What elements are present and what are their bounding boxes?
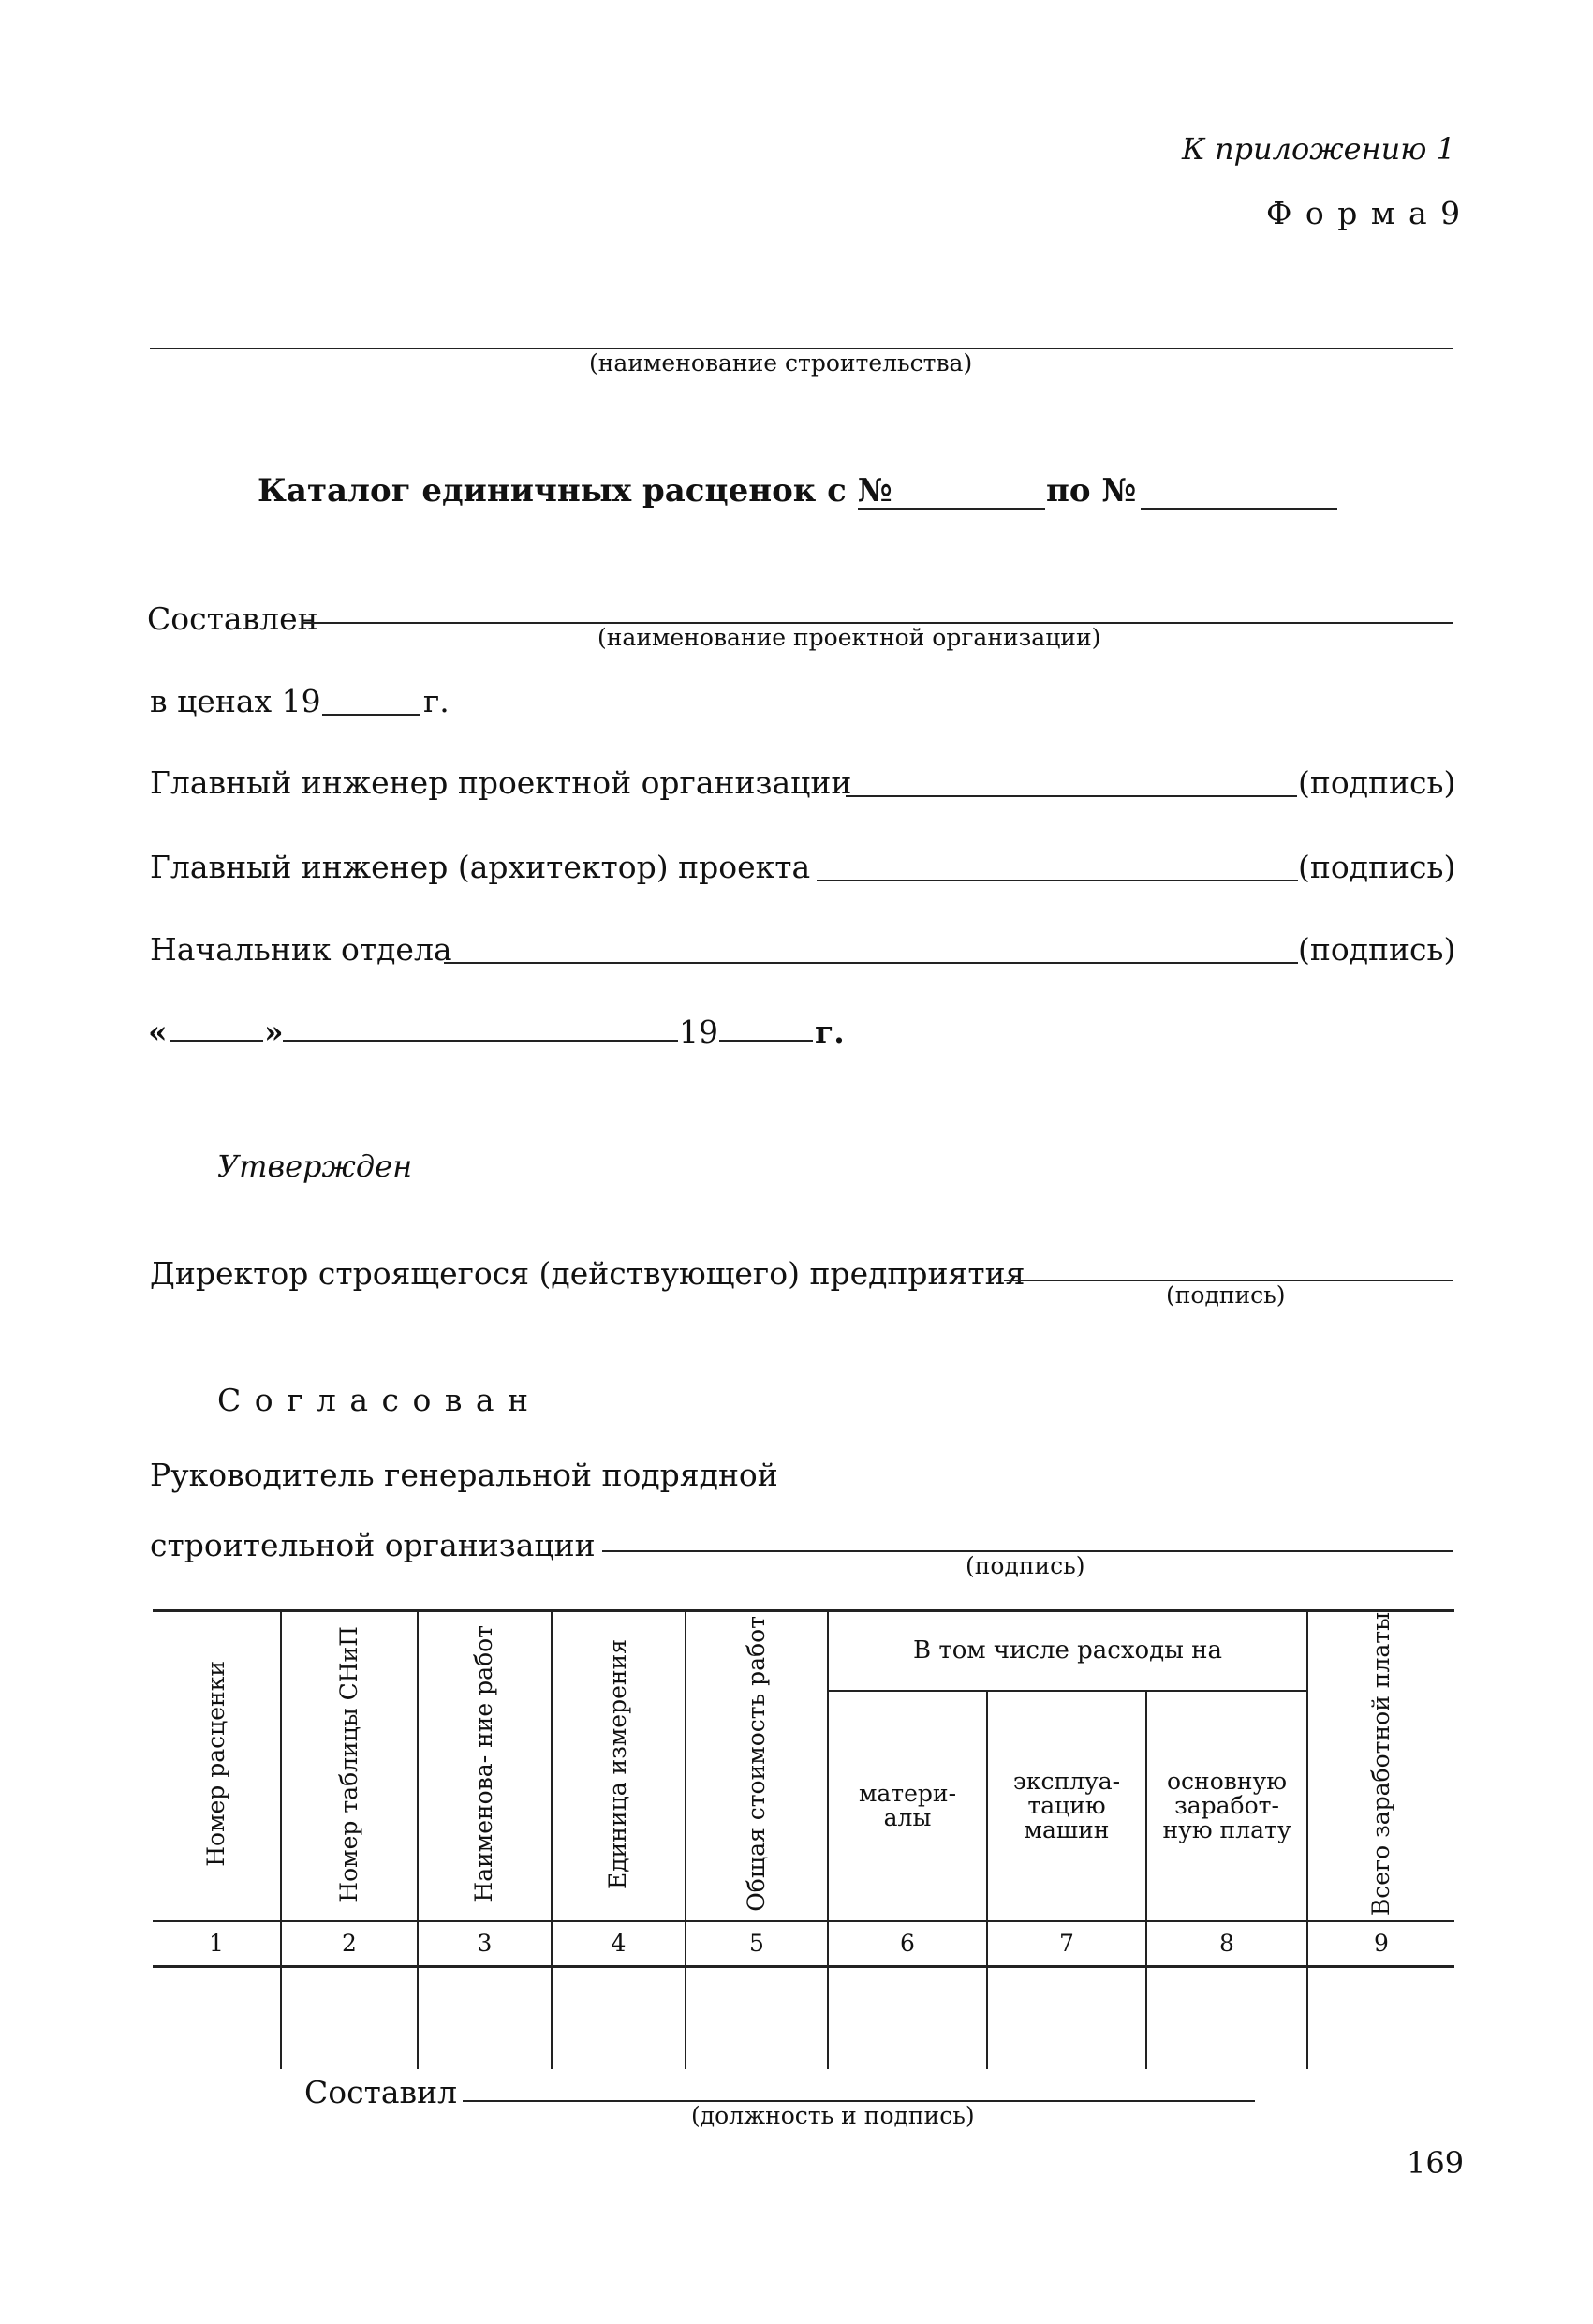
col-header-work-name xyxy=(418,1611,552,1922)
col-number-2: 2 xyxy=(281,1921,418,1967)
col-number-8: 8 xyxy=(1146,1921,1307,1967)
department-head-line xyxy=(444,962,1298,964)
table-cell xyxy=(552,1967,686,2070)
col-group-header: В том числе расходы на xyxy=(828,1611,1307,1691)
table-cell xyxy=(1146,1967,1307,2070)
date-year-prefix: 19 xyxy=(679,1014,718,1050)
director-label: Директор строящегося (действующего) предприятия xyxy=(150,1255,1025,1292)
prices-prefix: в ценах 19 xyxy=(150,683,321,719)
compiled-caption: (наименование проектной организации) xyxy=(597,624,1101,651)
col-header-total-cost-text: Общая стоимость работ xyxy=(742,1616,770,1912)
col-number-9: 9 xyxy=(1307,1921,1454,1967)
col-number-6: 6 xyxy=(828,1921,987,1967)
table-cell xyxy=(828,1967,987,2070)
chief-engineer-project-line xyxy=(817,880,1298,881)
col-header-machines-text: эксплуа- тацию машин xyxy=(1012,1767,1121,1844)
col-header-snip-table-text: Номер таблицы СНиП xyxy=(334,1625,362,1902)
col-number-5: 5 xyxy=(686,1921,828,1967)
director-sign-caption: (подпись) xyxy=(1166,1281,1286,1309)
col-header-wages-text: основную заработ- ную плату xyxy=(1162,1767,1291,1844)
date-close-quote: » xyxy=(264,1014,284,1050)
date-open-quote: « xyxy=(148,1014,168,1050)
col-header-total-wages-text: Всего заработной платы xyxy=(1366,1612,1394,1917)
chief-engineer-org-label: Главный инженер проектной организации xyxy=(150,764,852,801)
col-header-rate-number-text: Номер расценки xyxy=(201,1661,229,1867)
table-row xyxy=(153,1967,1454,2070)
col-number-3: 3 xyxy=(418,1921,552,1967)
prices-table xyxy=(153,1609,1454,2069)
table-cell xyxy=(1307,1967,1454,2070)
department-head-label: Начальник отдела xyxy=(150,931,452,968)
col-header-rate-number xyxy=(153,1611,281,1922)
catalog-title xyxy=(258,472,892,510)
contractor-sign-caption: (подпись) xyxy=(966,1552,1085,1579)
table-cell xyxy=(281,1967,418,2070)
approved-heading: Утвержден xyxy=(217,1148,413,1184)
contractor-label-line1: Руководитель генеральной подрядной xyxy=(150,1457,778,1493)
chief-engineer-project-sign: (подпись) xyxy=(1298,849,1456,885)
date-suffix: г. xyxy=(815,1014,845,1050)
col-header-materials-text: матери- алы xyxy=(858,1779,957,1831)
catalog-title-prefix: Каталог единичных расценок с № xyxy=(258,472,892,510)
department-head-sign: (подпись) xyxy=(1298,931,1456,968)
contractor-label-line2: строительной организации xyxy=(150,1527,596,1563)
col-header-wages xyxy=(1146,1691,1307,1922)
col-header-materials xyxy=(828,1691,987,1922)
date-year-line xyxy=(719,1040,813,1042)
compiled-by-label: Составил xyxy=(304,2074,458,2110)
catalog-from-number-line xyxy=(858,508,1045,510)
table-cell xyxy=(153,1967,281,2070)
form-number: Ф о р м а 9 xyxy=(1266,195,1463,231)
prices-suffix: г. xyxy=(423,683,450,719)
agreed-heading: С о г л а с о в а н xyxy=(217,1382,531,1418)
construction-name-caption: (наименование строительства) xyxy=(589,349,973,377)
prices-year-line xyxy=(322,714,420,716)
date-day-line xyxy=(170,1040,263,1042)
col-header-snip-table xyxy=(281,1611,418,1922)
date-month-line xyxy=(283,1040,678,1042)
col-header-total-wages xyxy=(1307,1611,1454,1922)
col-number-1: 1 xyxy=(153,1921,281,1967)
chief-engineer-org-sign: (подпись) xyxy=(1298,764,1456,801)
chief-engineer-org-line xyxy=(846,795,1297,797)
table-cell xyxy=(686,1967,828,2070)
col-number-7: 7 xyxy=(987,1921,1146,1967)
catalog-title-middle: по № xyxy=(1046,472,1137,510)
col-number-4: 4 xyxy=(552,1921,686,1967)
chief-engineer-project-label: Главный инженер (архитектор) проекта xyxy=(150,849,811,885)
col-header-machines xyxy=(987,1691,1146,1922)
compiled-by-caption: (должность и подпись) xyxy=(691,2102,975,2129)
col-header-work-name-text: Наименова- ние работ xyxy=(470,1625,498,1902)
compiled-label: Составлен xyxy=(147,600,318,637)
page-number: 169 xyxy=(1407,2145,1465,2181)
col-header-unit-text: Единица измерения xyxy=(604,1638,632,1889)
table-cell xyxy=(987,1967,1146,2070)
catalog-to-number-line xyxy=(1141,508,1337,510)
table-cell xyxy=(418,1967,552,2070)
col-header-unit xyxy=(552,1611,686,1922)
col-header-total-cost xyxy=(686,1611,828,1922)
appendix-reference: К приложению 1 xyxy=(1182,131,1455,167)
